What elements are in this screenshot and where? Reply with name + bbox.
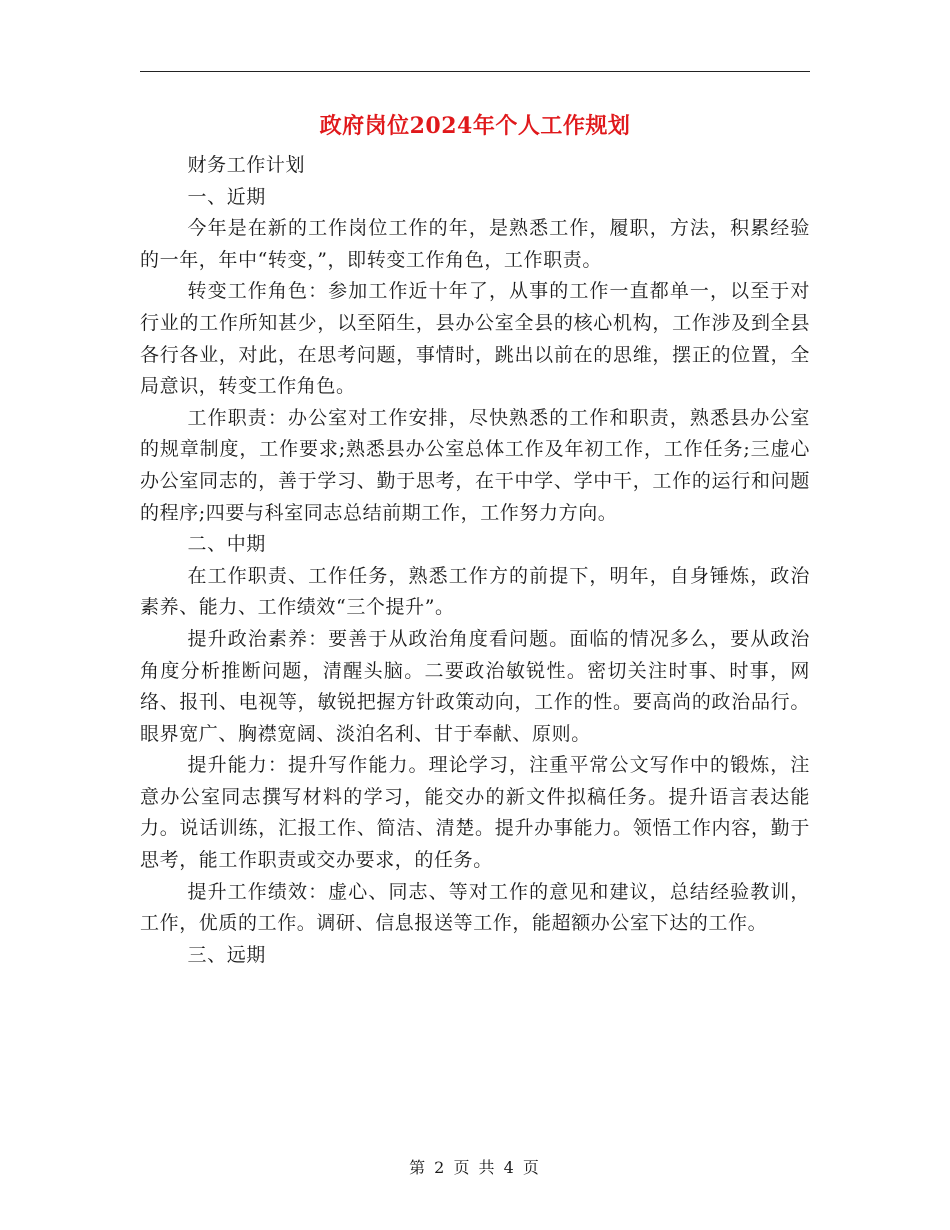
paragraph: 提升工作绩效：虚心、同志、等对工作的意见和建议，总结经验教训，工作，优质的工作。调研、信息报送等工作，能超额办公室下达的工作。 (140, 880, 810, 935)
document-title: 政府岗位2024年个人工作规划 (319, 113, 631, 139)
paragraph-heading-finance-plan: 财务工作计划 (187, 154, 306, 176)
page-number-footer: 第 2 页 共 4 页 (409, 1158, 541, 1177)
paragraph: 在工作职责、工作任务，熟悉工作方的前提下，明年，自身锤炼，政治素养、能力、工作绩效“三个提升”。 (140, 564, 810, 619)
section-heading-mid-term: 二、中期 (187, 533, 266, 556)
section-heading-long-term: 三、远期 (187, 943, 266, 966)
header-rule (140, 71, 810, 72)
paragraph: 转变工作角色：参加工作近十年了，从事的工作一直都单一，以至于对行业的工作所知甚少，以至陌生，县办公室全县的核心机构，工作涉及到全县各行各业，对此，在思考问题，事情时，跳出以前在的思维，摆正的位置，全局意识，转变工作角色。 (140, 280, 810, 398)
paragraph: 提升政治素养：要善于从政治角度看问题。面临的情况多么，要从政治角度分析推断问题，清醒头脑。二要政治敏锐性。密切关注时事、时事，网络、报刊、电视等，敏锐把握方针政策动向，工作的性。要高尚的政治品行。眼界宽广、胸襟宽阔、淡泊名利、甘于奉献、原则。 (140, 627, 810, 745)
paragraph: 今年是在新的工作岗位工作的年，是熟悉工作，履职，方法，积累经验的一年，年中“转变，”，即转变工作角色，工作职责。 (140, 217, 810, 271)
paragraph: 工作职责：办公室对工作安排，尽快熟悉的工作和职责，熟悉县办公室的规章制度，工作要求;熟悉县办公室总体工作及年初工作，工作任务;三虚心办公室同志的，善于学习、勤于思考，在干中学、学中干，工作的运行和问题的程序;四要与科室同志总结前期工作，工作努力方向。 (140, 406, 810, 524)
section-heading-near-term: 一、近期 (187, 185, 266, 208)
paragraph: 提升能力：提升写作能力。理论学习，注重平常公文写作中的锻炼，注意办公室同志撰写材料的学习，能交办的新文件拟稿任务。提升语言表达能力。说话训练，汇报工作、简洁、清楚。提升办事能力。领悟工作内容，勤于思考，能工作职责或交办要求，的任务。 (140, 754, 810, 872)
document-body (140, 150, 810, 971)
